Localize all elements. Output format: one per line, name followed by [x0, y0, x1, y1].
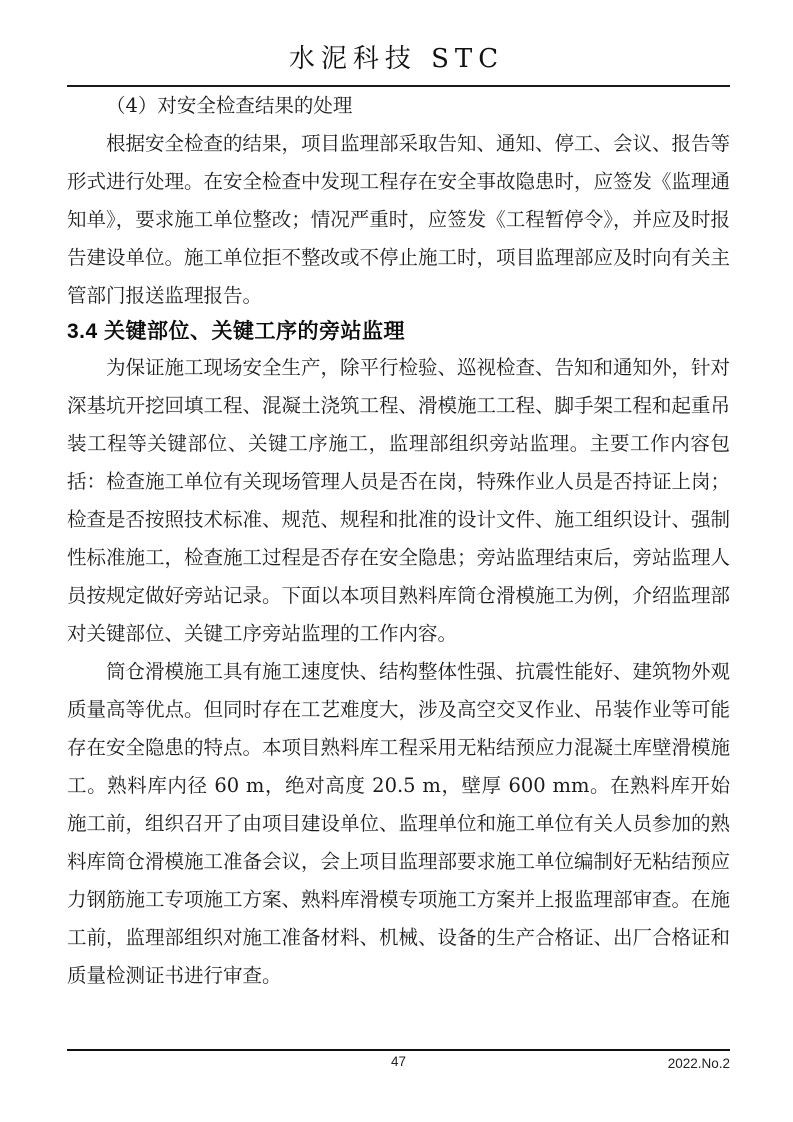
paragraph-side-station-supervision: 为保证施工现场安全生产，除平行检验、巡视检查、告知和通知外，针对深基坑开挖回填工程、混凝土浇筑工程、滑模施工工程、脚手架工程和起重吊装工程等关键部位、关键工序施工，监理部组织旁站监理。主要工作内容包括：检查施工单位有关现场管理人员是否在岗，特殊作业人员是否持证上岗；检查是否按照技术标准、规范、规程和批准的设计文件、施工组织设计、强制性标准施工，检查施工过程是否存在安全隐患；旁站监理结束后，旁站监理人员按规定做好旁站记录。下面以本项目熟料库筒仓滑模施工为例，介绍监理部对关键部位、关键工序旁站监理的工作内容。 [67, 356, 731, 645]
subsection-heading-4: （4）对安全检查结果的处理 [106, 94, 353, 117]
page-number: 47 [390, 1054, 407, 1069]
journal-title: 水泥科技 STC [288, 44, 505, 74]
page-header [0, 0, 793, 87]
paragraph-safety-check-handling: 根据安全检查的结果，项目监理部采取告知、通知、停工、会议、报告等形式进行处理。在安全检查中发现工程存在安全事故隐患时，应签发《监理通知单》，要求施工单位整改；情况严重时，应签发《工程暂停令》，并应及时报告建设单位。施工单位拒不整改或不停止施工时，项目监理部应及时向有关主管部门报送监理报告。 [67, 132, 731, 307]
footer-rule [67, 1049, 730, 1051]
page-footer [67, 1049, 730, 1078]
issue-label: 2022.No.2 [667, 1056, 730, 1071]
paragraph-silo-slipform-construction: 筒仓滑模施工具有施工速度快、结构整体性强、抗震性能好、建筑物外观质量高等优点。但同时存在工艺难度大，涉及高空交叉作业、吊装作业等可能存在安全隐患的特点。本项目熟料库工程采用无粘结预应力混凝土库壁滑模施工。熟料库内径 60 m，绝对高度 20.5 m，壁厚 600 mm。在熟料库开始施工前，组织召开了由项目建设单位、监理单位和施工单位有关人员参加的熟料库筒仓滑模施工准备会议，会上项目监理部要求施工单位编制好无粘结预应力钢筋施工专项施工方案、熟料库滑模专项施工方案并上报监理部审查。在施工前，监理部组织对施工准备材料、机械、设备的生产合格证、出厂合格证和质量检测证书进行审查。 [67, 660, 731, 987]
section-heading-3-4: 3.4 关键部位、关键工序的旁站监理 [67, 320, 406, 343]
footer-row [67, 1054, 730, 1078]
article-body [67, 87, 730, 995]
